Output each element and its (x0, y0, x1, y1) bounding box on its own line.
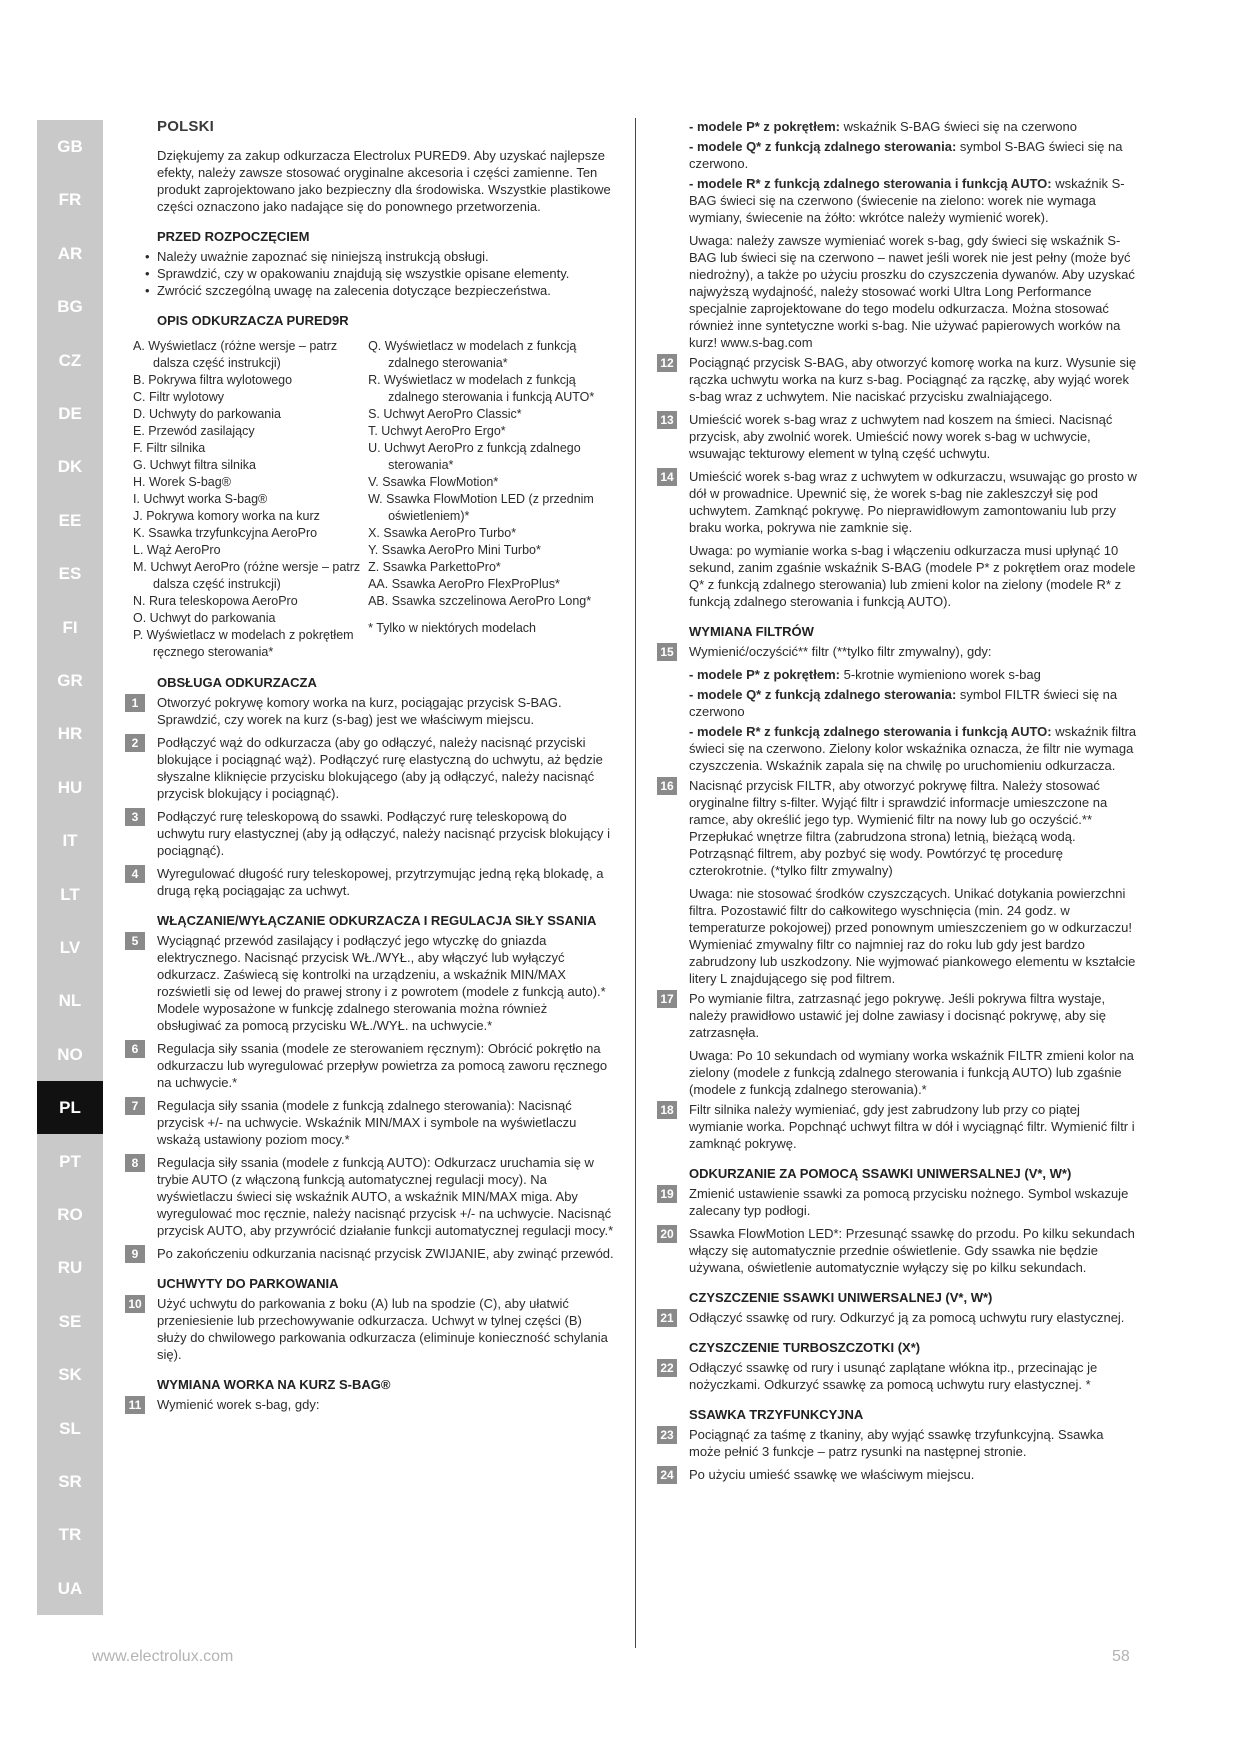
component-item: O. Uchwyt do parkowania (133, 611, 276, 625)
step-1 (125, 694, 615, 728)
step-text: Po zakończeniu odkurzania nacisnąć przycisk ZWIJANIE, aby zwinąć przewód. (157, 1246, 614, 1261)
step-text: Po wymianie filtra, zatrzasnąć jego pokrywę. Jeśli pokrywa filtra wystaje, należy prawidłowo ustawić jej dolne zawiasy i docisnąć pokrywę, aby się zatrzasnęła. (689, 991, 1106, 1040)
component-item: R. Wyświetlacz w modelach z funkcją zdalnego sterowania i funkcją AUTO* (368, 373, 595, 404)
step-16 (657, 777, 1137, 879)
condition-item (689, 118, 1137, 135)
parking-heading: UCHWYTY DO PARKOWANIA (157, 1276, 339, 1291)
step-text: Podłączyć rurę teleskopową do ssawki. Podłączyć rurę teleskopową do uchwytu rury elastycznej (aby ją odłączyć, należy nacisnąć przycisk blokujący i pociągnąć). (157, 809, 611, 858)
step-number: 20 (657, 1225, 677, 1243)
before-start-heading: PRZED ROZPOCZĘCIEM (157, 229, 310, 244)
step-text: Wyregulować długość rury teleskopowej, przytrzymując jedną ręką blokadę, a drugą ręką pociągając za uchwyt. (157, 866, 604, 898)
step-text: Pociągnąć przycisk S-BAG, aby otworzyć komorę worka na kurz. Wysunie się rączka uchwytu worka na kurz s-bag. Pociągnąć za rączkę, aby wyjąć worek s-bag wraz z uchwytem. Nie naciskać przycisku zwalniającego. (689, 355, 1137, 404)
component-item: P. Wyświetlacz w modelach z pokrętłem ręcznego sterowania* (133, 628, 354, 659)
language-tab-es[interactable]: ES (58, 564, 82, 584)
language-tab-tr[interactable]: TR (58, 1525, 82, 1545)
list-item: • Zwrócić szczególną uwagę na zalecenia dotyczące bezpieczeństwa. (157, 282, 615, 299)
condition-item (689, 666, 1137, 683)
condition-label: - modele R* z funkcją zdalnego sterowania i funkcją AUTO: (689, 176, 1052, 191)
step-number: 6 (125, 1040, 145, 1058)
component-item: Z. Ssawka ParkettoPro* (368, 560, 501, 574)
step-text: Odłączyć ssawkę od rury. Odkurzyć ją za pomocą uchwytu rury elastycznej. (689, 1310, 1125, 1325)
step-number: 7 (125, 1097, 145, 1115)
component-item: B. Pokrywa filtra wylotowego (133, 373, 293, 387)
step-9 (125, 1245, 615, 1262)
components-col-2 (368, 338, 615, 661)
language-tab-gr[interactable]: GR (57, 671, 83, 690)
universal-heading: ODKURZANIE ZA POMOCĄ SSAWKI UNIWERSALNEJ (V*, W*) (689, 1166, 1072, 1181)
step-19 (657, 1185, 1137, 1219)
component-item: Q. Wyświetlacz w modelach z funkcją zdalnego sterowania* (368, 339, 577, 370)
bag-steps (125, 1396, 615, 1413)
step-number: 9 (125, 1245, 145, 1263)
step-text: Pociągnąć za taśmę z tkaniny, aby wyjąć ssawkę trzyfunkcyjną. Ssawka może pełnić 3 funkcje – patrz rysunki na następnej stronie. (689, 1427, 1104, 1459)
step-6 (125, 1040, 615, 1091)
condition-text: wskaźnik S-BAG świeci się na czerwono (839, 119, 1077, 134)
component-item: V. Ssawka FlowMotion* (368, 475, 499, 489)
language-tab-pl[interactable]: PL (37, 1081, 103, 1134)
filters-heading: WYMIANA FILTRÓW (689, 624, 814, 639)
component-item: Y. Ssawka AeroPro Mini Turbo* (368, 543, 541, 557)
step-text: Regulacja siły ssania (modele z funkcją zdalnego sterowania): Nacisnąć przycisk +/- na uchwycie. Wskaźnik MIN/MAX i symbole na wyświetlaczu wskażą ustawiony poziom mocy.* (157, 1098, 577, 1147)
step-text: Zmienić ustawienie ssawki za pomocą przycisku nożnego. Symbol wskazuje zalecany typ podłogi. (689, 1186, 1129, 1218)
language-tab-cz[interactable]: CZ (58, 350, 82, 370)
step-number: 18 (657, 1101, 677, 1119)
language-sidebar (37, 120, 103, 1615)
components-list (133, 338, 615, 661)
parking-steps (125, 1295, 615, 1363)
step-text: Umieścić worek s-bag wraz z uchwytem nad koszem na śmieci. Nacisnąć przycisk, aby zwolnić worek. Umieścić nowy worek s-bag w uchwycie, wsuwając tekturowy element w tylną część uchwytu. (689, 412, 1113, 461)
language-tab-gb[interactable]: GB (57, 137, 83, 156)
step-text: Regulacja siły ssania (modele ze sterowaniem ręcznym): Obrócić pokrętło na odkurzaczu lub wyregulować przepływ powietrza za pomocą zaworu ręcznego na uchwycie.* (157, 1041, 608, 1090)
step-17 (657, 990, 1137, 1041)
list-item: • Należy uważnie zapoznać się niniejszą instrukcją obsługi. (157, 248, 615, 265)
step-text: Nacisnąć przycisk FILTR, aby otworzyć pokrywę filtra. Należy stosować oryginalne filtry s-filter. Wyjąć filtr i sprawdzić informacje umieszczone na ramce, aby określić jego typ. Wymienić filtr na nowy lub go oczyścić.** Przepłukać wnętrze filtra (zabrudzona strona) letnią, bieżącą wodą. Potrząsnąć filtrem, aby pozbyć się wody. Powtórzyć tę procedurę czterokrotnie. (*tylko filtr zmywalny) (689, 778, 1108, 878)
component-item: AA. Ssawka AeroPro FlexProPlus* (368, 577, 560, 591)
filter-note-2: Uwaga: Po 10 sekundach od wymiany worka wskaźnik FILTR zmieni kolor na zielony (modele z funkcją zdalnego sterowania i funkcją AUTO) lub zgaśnie (modele z funkcją zdalnego sterowania).* (689, 1048, 1134, 1097)
step-text: Umieścić worek s-bag wraz z uchwytem w odkurzaczu, wsuwając go prosto w dół w prowadnice. Upewnić się, że worek s-bag nie zakleszczył się pod uchwytem. Zamknąć pokrywę. Po nieprawidłowym zamontowaniu lub przy braku worka, pokrywa nie zamknie się. (689, 469, 1137, 535)
step-text: Ssawka FlowMotion LED*: Przesunąć ssawkę do przodu. Po kilku sekundach włączy się automatycznie przednie oświetlenie. Gdy ssawka nie będzie używana, oświetlenie automatycznie wyłączy się po kilku sekundach. (689, 1226, 1135, 1275)
step-number: 14 (657, 468, 677, 486)
step-number: 12 (657, 354, 677, 372)
condition-label: - modele R* z funkcją zdalnego sterowania i funkcją AUTO: (689, 724, 1052, 739)
language-tab-ar[interactable]: AR (57, 243, 83, 263)
intro-text: Dziękujemy za zakup odkurzacza Electrolux PURED9. Aby uzyskać najlepsze efekty, należy zawsze stosować oryginalne akcesoria i części zamienne. Ten produkt zaprojektowano jako bezpieczny dla środowiska. Wszystkie plastikowe części oznaczono jako nadające się do ponownego przetworzenia. (157, 148, 611, 214)
power-heading: WŁĄCZANIE/WYŁĄCZANIE ODKURZACZA I REGULACJA SIŁY SSANIA (157, 913, 597, 928)
component-item: U. Uchwyt AeroPro z funkcją zdalnego sterowania* (368, 441, 581, 472)
step-8 (125, 1154, 615, 1239)
operation-steps (125, 694, 615, 899)
component-item: H. Worek S-bag® (133, 475, 231, 489)
step-14 (657, 468, 1137, 536)
step-21 (657, 1309, 1137, 1326)
condition-item (689, 175, 1137, 226)
language-tab-ua[interactable]: UA (57, 1578, 83, 1598)
step-20 (657, 1225, 1137, 1276)
step-number: 8 (125, 1154, 145, 1172)
step-2 (125, 734, 615, 802)
component-item: J. Pokrywa komory worka na kurz (133, 509, 320, 523)
condition-label: - modele P* z pokrętłem: (689, 667, 840, 682)
language-tab-nl[interactable]: NL (58, 991, 82, 1011)
component-item: N. Rura teleskopowa AeroPro (133, 594, 298, 608)
step-number: 1 (125, 694, 145, 712)
language-tab-hr[interactable]: HR (57, 724, 83, 744)
step-number: 13 (657, 411, 677, 429)
step-text: Wymienić/oczyścić** filtr (**tylko filtr zmywalny), gdy: (689, 644, 992, 659)
condition-text: wskaźnik filtra świeci się na czerwono. Zielony kolor wskaźnika oznacza, że filtr nie wymaga czyszczenia. Wskaźnik zapala się na chwilę po uruchomieniu odkurzacza. (689, 724, 1137, 773)
condition-item (689, 138, 1137, 172)
bag-conditions (657, 118, 1137, 226)
component-item: D. Uchwyty do parkowania (133, 407, 281, 421)
component-item: L. Wąż AeroPro (133, 543, 221, 557)
language-tab-pt[interactable]: PT (59, 1151, 81, 1171)
step-number: 24 (657, 1466, 677, 1484)
condition-text: symbol S-BAG świeci się na czerwono. (689, 139, 1123, 171)
step-number: 4 (125, 865, 145, 883)
component-item: AB. Ssawka szczelinowa AeroPro Long* (368, 594, 592, 608)
step-24 (657, 1466, 1137, 1483)
language-tab-fr[interactable]: FR (58, 190, 82, 210)
step-13 (657, 411, 1137, 462)
condition-label: - modele Q* z funkcją zdalnego sterowania: (689, 687, 957, 702)
step-number: 3 (125, 808, 145, 826)
step-text: Użyć uchwytu do parkowania z boku (A) lub na spodzie (C), aby ułatwić przeniesienie lub przechowywanie odkurzacza. Uchwyt w tylnej części (B) służy do chwilowego parkowania odkurzacza (eliminuje konieczność schylania się). (157, 1296, 608, 1362)
component-item: C. Filtr wylotowy (133, 390, 224, 404)
step-number: 5 (125, 932, 145, 950)
component-item: E. Przewód zasilający (133, 424, 255, 438)
step-text: Wyciągnąć przewód zasilający i podłączyć jego wtyczkę do gniazda elektrycznego. Nacisnąć przycisk WŁ./WYŁ., aby włączyć lub wyłączyć odkurzacz. Zaświecą się kontrolki na urządzeniu, a wskaźnik MIN/MAX rozświetli się od lewej do prawej strony i z powrotem (modele z funkcją auto).* Modele wyposażone w funkcję zdalnego sterowania można również obsługiwać za pomocą przycisku WŁ./WYŁ. na uchwycie.* (157, 933, 606, 1033)
component-item: W. Ssawka FlowMotion LED (z przednim oświetleniem)* (368, 492, 594, 523)
step-3 (125, 808, 615, 859)
condition-item (689, 686, 1137, 720)
step-text: Podłączyć wąż do odkurzacza (aby go odłączyć, należy nacisnąć przyciski blokujące i pociągnąć wąż). Podłączyć rurę elastyczną do uchwytu, aż będzie słyszalne kliknięcie przycisku blokującego (aby ją odłączyć, należy nacisnąć przycisk blokujący i pociągnąć). (157, 735, 603, 801)
step-text: Wymienić worek s-bag, gdy: (157, 1397, 320, 1412)
components-col-1 (133, 338, 368, 661)
operation-heading: OBSŁUGA ODKURZACZA (157, 675, 317, 690)
step-number: 16 (657, 777, 677, 795)
step-number: 10 (125, 1295, 145, 1313)
language-tab-sk[interactable]: SK (58, 1365, 82, 1385)
bag-note: Uwaga: należy zawsze wymieniać worek s-bag, gdy świeci się wskaźnik S-BAG lub świeci się na czerwono – nawet jeśli worek nie jest pełny (może być niedrożny), a także po użyciu proszku do czyszczenia dywanów. Aby uzyskać najwyższą wydajność, należy stosować worki Ultra Long Performance specjalnie zaprojektowane do tego modelu odkurzacza. Można stosować również inne syntetyczne worki s-bag. Nie używać papierowych worków na kurz! www.s-bag.com (689, 233, 1135, 350)
step-number: 22 (657, 1359, 677, 1377)
before-start-list (125, 248, 615, 299)
condition-label: - modele P* z pokrętłem: (689, 119, 840, 134)
power-steps (125, 932, 615, 1262)
condition-label: - modele Q* z funkcją zdalnego sterowania: (689, 139, 957, 154)
language-tab-hu[interactable]: HU (57, 777, 83, 797)
left-column (125, 118, 615, 1419)
bag-note-2: Uwaga: po wymianie worka s-bag i włączeniu odkurzacza musi upłynąć 10 sekund, zanim zgaśnie wskaźnik S-BAG (modele P* z pokrętłem oraz modele Q* z funkcją zdalnego sterowania) lub zmieni kolor na zielony (modele R* z funkcją zdalnego sterowania i funkcją AUTO). (689, 543, 1136, 609)
language-tab-ee[interactable]: EE (58, 510, 82, 530)
language-tab-lt[interactable]: LT (60, 884, 80, 904)
step-11 (125, 1396, 615, 1413)
components-footnote: * Tylko w niektórych modelach (368, 621, 536, 635)
step-number: 15 (657, 643, 677, 661)
component-item: T. Uchwyt AeroPro Ergo* (368, 424, 506, 438)
component-item: F. Filtr silnika (133, 441, 206, 455)
step-10 (125, 1295, 615, 1363)
step-number: 2 (125, 734, 145, 752)
condition-item (689, 723, 1137, 774)
language-tab-se[interactable]: SE (58, 1311, 82, 1331)
condition-text: wskaźnik S-BAG świeci się na czerwono (świecenie na zielono: worek nie wymaga wymiany, świecenie na żółto: wkrótce należy wymienić worek). (689, 176, 1125, 225)
language-tab-de[interactable]: DE (58, 404, 82, 423)
language-tab-it[interactable]: IT (62, 831, 78, 851)
page-number: 58 (1112, 1648, 1130, 1665)
column-divider (635, 118, 636, 1648)
step-text: Filtr silnika należy wymieniać, gdy jest zabrudzony lub przy co piątej wymianie worka. Popchnąć uchwyt filtra w dół i wyciągnąć filtr. Wymienić filtr i zamknąć pokrywę. (689, 1102, 1135, 1151)
language-tab-no[interactable]: NO (57, 1044, 83, 1064)
component-item: X. Ssawka AeroPro Turbo* (368, 526, 517, 540)
step-12 (657, 354, 1137, 405)
language-tab-ro[interactable]: RO (57, 1205, 83, 1224)
condition-text: 5-krotnie wymieniono worek s-bag (839, 667, 1041, 682)
step-number: 17 (657, 990, 677, 1008)
tri-heading: SSAWKA TRZYFUNKCYJNA (689, 1407, 864, 1422)
list-item: • Sprawdzić, czy w opakowaniu znajdują się wszystkie opisane elementy. (157, 265, 615, 282)
step-text: Po użyciu umieść ssawkę we właściwym miejscu. (689, 1467, 975, 1482)
language-tab-bg[interactable]: BG (57, 297, 83, 317)
step-5 (125, 932, 615, 1034)
condition-text: symbol FILTR świeci się na czerwono (689, 687, 1118, 719)
component-item: G. Uchwyt filtra silnika (133, 458, 256, 472)
filter-note: Uwaga: nie stosować środków czyszczących. Unikać dotykania powierzchni filtra. Pozostawić filtr do całkowitego wyschnięcia (min. 24 godz. w temperaturze pokojowej) przed ponownym umieszczeniem go w odkurzaczu! Wymieniać zmywalny filtr co najmniej raz do roku lub gdy jest bardzo zabrudzony lub uszkodzony. Nie wyjmować piankowego elementu w kształcie litery L znajdującego się pod filtrem. (689, 886, 1136, 986)
bag-steps-right (657, 354, 1137, 536)
component-item: M. Uchwyt AeroPro (różne wersje – patrz dalsza część instrukcji) (133, 560, 361, 591)
step-number: 21 (657, 1309, 677, 1327)
description-heading: OPIS ODKURZACZA PURED9R (157, 313, 349, 328)
turbo-heading: CZYSZCZENIE TURBOSZCZOTKI (X*) (689, 1340, 921, 1355)
step-7 (125, 1097, 615, 1148)
right-column (657, 118, 1137, 1489)
page-title: POLSKI (157, 118, 215, 135)
component-item: I. Uchwyt worka S-bag® (133, 492, 268, 506)
step-4 (125, 865, 615, 899)
step-23 (657, 1426, 1137, 1460)
component-item: A. Wyświetlacz (różne wersje – patrz dalsza część instrukcji) (133, 339, 338, 370)
step-22 (657, 1359, 1137, 1393)
step-text: Regulacja siły ssania (modele z funkcją AUTO): Odkurzacz uruchamia się w trybie AUTO (z włączoną funkcją automatycznej regulacji mocy). Na wyświetlaczu świeci się wskaźnik AUTO, a wskaźnik MIN/MAX miga. Aby wyregulować moc ręcznie, należy nacisnąć przycisk +/- na uchwycie. Nacisnąć przycisk AUTO, aby przywrócić działanie funkcji automatycznej regulacji mocy.* (157, 1155, 614, 1238)
language-tab-lv[interactable]: LV (59, 938, 81, 957)
step-text: Otworzyć pokrywę komory worka na kurz, pociągając przycisk S-BAG. Sprawdzić, czy worek na kurz (s-bag) jest we właściwym miejscu. (157, 695, 562, 727)
language-tab-fi[interactable]: FI (62, 617, 78, 637)
language-tab-dk[interactable]: DK (57, 457, 83, 477)
component-item: K. Ssawka trzyfunkcyjna AeroPro (133, 526, 318, 540)
step-number: 19 (657, 1185, 677, 1203)
language-tab-sr[interactable]: SR (58, 1472, 82, 1491)
filter-conditions (657, 666, 1137, 774)
footer-url[interactable]: www.electrolux.com (92, 1648, 234, 1665)
step-18 (657, 1101, 1137, 1152)
cleaning-heading: CZYSZCZENIE SSAWKI UNIWERSALNEJ (V*, W*) (689, 1290, 993, 1305)
step-number: 11 (125, 1396, 145, 1414)
language-tab-ru[interactable]: RU (57, 1258, 83, 1278)
step-number: 23 (657, 1426, 677, 1444)
step-text: Odłączyć ssawkę od rury i usunąć zaplątane włókna itp., przecinając je nożyczkami. Odkurzyć ssawkę za pomocą uchwytu rury elastycznej. * (689, 1360, 1098, 1392)
bag-heading: WYMIANA WORKA NA KURZ S-BAG® (157, 1377, 391, 1392)
step-15 (657, 643, 1137, 660)
component-item: S. Uchwyt AeroPro Classic* (368, 407, 522, 421)
language-tab-sl[interactable]: SL (59, 1418, 81, 1438)
